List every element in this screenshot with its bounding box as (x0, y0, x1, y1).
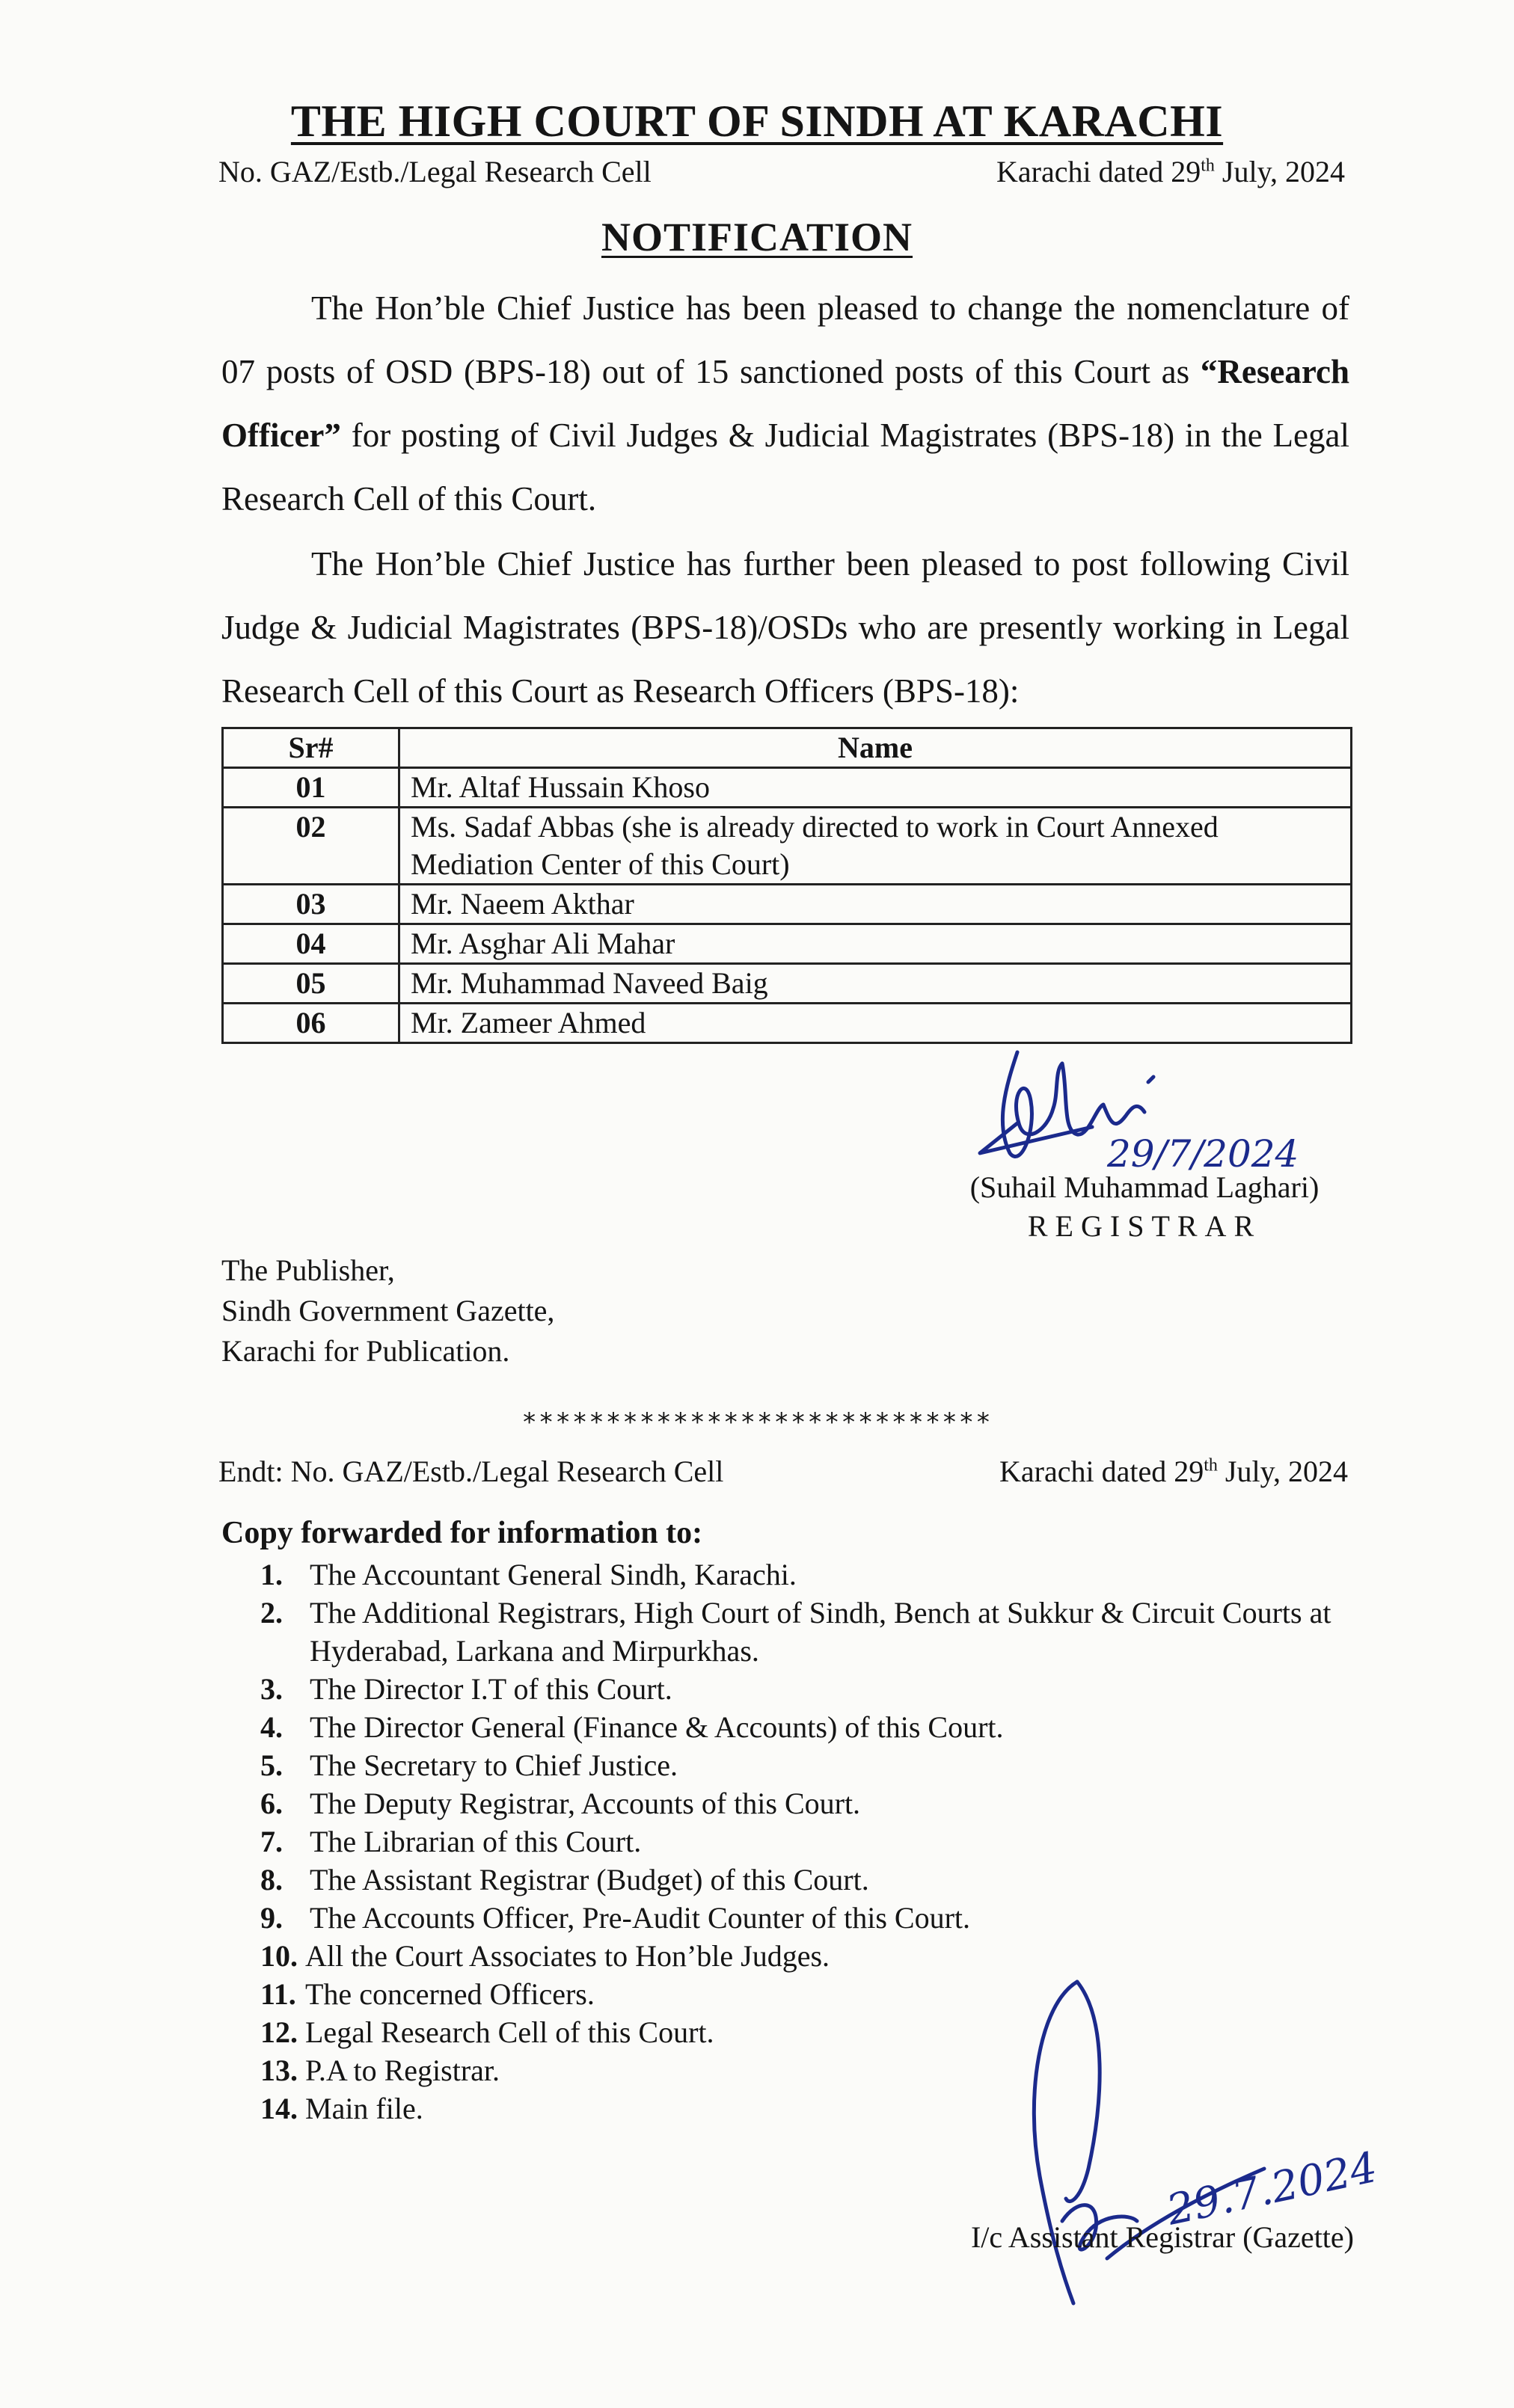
notification-heading: NOTIFICATION (601, 215, 913, 259)
table-row (223, 1004, 1352, 1043)
table-cell-name: Mr. Naeem Akthar (399, 885, 1352, 924)
table-cell-sr: 01 (223, 768, 399, 808)
list-item: 10. All the Court Associates to Hon’ble Judges. (260, 1939, 830, 1973)
officers-table (221, 727, 1352, 1044)
assistant-registrar-signature-date: 29.7.2024 (1162, 2143, 1382, 2235)
table-cell-sr: 02 (223, 808, 399, 885)
table-row (223, 924, 1352, 964)
assistant-registrar-signature (1017, 1974, 1406, 2318)
table-cell-name: Mr. Muhammad Naveed Baig (399, 964, 1352, 1004)
notification-paragraph-1: The Hon’ble Chief Justice has been pleased to change the nomenclature of 07 posts of OSD (BPS-18) out of 15 sanctioned posts of this Court as “Research Officer” for posting of Civil Judges & Judicial Magistrates (BPS-18) in the Legal Research Cell of this Court. (221, 289, 1349, 517)
separator-line: **************************** (521, 1407, 993, 1437)
court-title: THE HIGH COURT OF SINDH AT KARACHI (290, 96, 1224, 146)
table-cell-name: Mr. Zameer Ahmed (399, 1004, 1352, 1043)
assistant-registrar-title: I/c Assistant Registrar (Gazette) (970, 2220, 1354, 2254)
table-cell-sr: 05 (223, 964, 399, 1004)
endorsement-date: Karachi dated 29th July, 2024 (999, 1455, 1348, 1488)
list-item: 3. The Director I.T of this Court. (260, 1672, 672, 1706)
list-item: 2. The Additional Registrars, High Court of Sindh, Bench at Sukkur & Circuit Courts at Hyderabad, Larkana and Mirpurkhas. (260, 1596, 1331, 1668)
table-cell-name: Ms. Sadaf Abbas (she is already directed to work in Court Annexed Mediation Center of this Court) (399, 808, 1352, 885)
registrar-title: REGISTRAR (1027, 1209, 1262, 1243)
list-item: 12. Legal Research Cell of this Court. (260, 2015, 714, 2049)
list-item: 11. The concerned Officers. (260, 1977, 595, 2011)
table-cell-sr: 04 (223, 924, 399, 964)
notification-paragraph-2: The Hon’ble Chief Justice has further been pleased to post following Civil Judge & Judicial Magistrates (BPS-18)/OSDs who are presently working in Legal Research Cell of this Court as Research Officers (BPS-18): (221, 545, 1349, 710)
copy-forwarded-heading: Copy forwarded for information to: (221, 1516, 703, 1550)
list-item: 5. The Secretary to Chief Justice. (260, 1748, 678, 1782)
table-cell-name: Mr. Altaf Hussain Khoso (399, 768, 1352, 808)
list-item: 6. The Deputy Registrar, Accounts of this Court. (260, 1787, 861, 1820)
column-header-name: Name (399, 728, 1352, 768)
table-header-row (223, 728, 1352, 768)
registrar-signature-date: 29/7/2024 (1107, 1132, 1299, 1176)
registrar-signature (965, 1041, 1384, 1183)
table-cell-sr: 03 (223, 885, 399, 924)
table-row (223, 768, 1352, 808)
list-item: 4. The Director General (Finance & Accounts) of this Court. (260, 1710, 1004, 1744)
endorsement-number: Endt: No. GAZ/Estb./Legal Research Cell (218, 1455, 724, 1488)
registrar-name: (Suhail Muhammad Laghari) (969, 1170, 1320, 1204)
table-row (223, 808, 1352, 885)
publisher-address: The Publisher, Sindh Government Gazette, Karachi for Publication. (221, 1253, 555, 1368)
notification-date: Karachi dated 29th July, 2024 (996, 155, 1345, 188)
list-item: 13. P.A to Registrar. (260, 2054, 500, 2087)
list-item: 1. The Accountant General Sindh, Karachi. (260, 1558, 797, 1591)
list-item: 9. The Accounts Officer, Pre-Audit Counter of this Court. (260, 1901, 971, 1935)
table-cell-sr: 06 (223, 1004, 399, 1043)
reference-number: No. GAZ/Estb./Legal Research Cell (218, 155, 652, 188)
table-row (223, 885, 1352, 924)
research-officer-term: “Research Officer” (221, 353, 1349, 454)
list-item: 8. The Assistant Registrar (Budget) of this Court. (260, 1863, 869, 1896)
column-header-sr: Sr# (223, 728, 399, 768)
table-cell-name: Mr. Asghar Ali Mahar (399, 924, 1352, 964)
list-item: 14. Main file. (260, 2092, 423, 2125)
registrar-block (935, 1168, 1354, 1246)
table-row (223, 964, 1352, 1004)
list-item: 7. The Librarian of this Court. (260, 1825, 642, 1858)
